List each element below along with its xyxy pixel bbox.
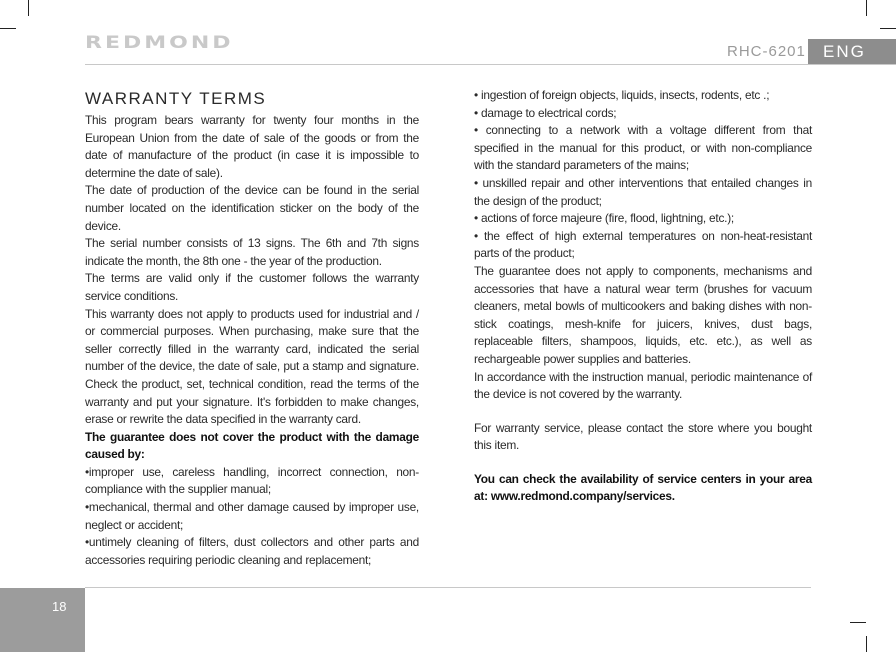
paragraph: This program bears warranty for twenty four months in the European Union from the date of sale of the goods or from the date of manufacture of the product (in case it is impossible to determine the date of sale).	[85, 113, 419, 180]
page-number-box	[0, 588, 85, 652]
model-number: RHC-6201	[727, 43, 806, 60]
crop-mark	[866, 0, 867, 16]
right-column	[474, 87, 812, 506]
paragraph: For warranty service, please contact the store where you bought this item.	[474, 420, 812, 453]
paragraph: In accordance with the instruction manual, periodic maintenance of the device is not covered by the warranty.	[474, 369, 812, 402]
list-item: • actions of force majeure (fire, flood, lightning, etc.);	[474, 211, 734, 226]
list-item: •untimely cleaning of filters, dust collectors and other parts and accessories requiring periodic cleaning and replacement;	[85, 535, 419, 567]
list-item: • ingestion of foreign objects, liquids, insects, rodents, etc .;	[474, 88, 770, 102]
paragraph: The date of production of the device can be found in the serial number located on the identification sticker on the body of the device.	[85, 183, 419, 233]
section-title: WARRANTY TERMS	[85, 89, 267, 108]
header-divider	[85, 64, 896, 65]
list-item: •improper use, careless handling, incorrect connection, non-compliance with the supplier manual;	[85, 464, 419, 497]
paragraph: The guarantee does not apply to components, mechanisms and accessories that have a natural wear term (brushes for vacuum cleaners, metal bowls of multicookers and baking dishes with non-stick coatings, mesh-knife for juicers, knives, dust bags, replaceable filters, shampoos, liquids, etc. etc.), as well as rechargeable power supplies and batteries.	[474, 263, 812, 366]
crop-mark	[0, 28, 16, 29]
left-column	[85, 112, 419, 569]
language-tab: ENG	[808, 39, 896, 64]
list-item: •mechanical, thermal and other damage caused by improper use, neglect or accident;	[85, 500, 419, 532]
paragraph-bold: The guarantee does not cover the product with the damage caused by:	[85, 429, 419, 462]
crop-mark	[28, 0, 29, 16]
page-number: 18	[52, 599, 67, 614]
service-link-text: You can check the availability of service centers in your area at: www.redmond.company/services.	[474, 471, 812, 504]
list-item: • connecting to a network with a voltage different from that specified in the manual for this product, or with non-compliance with the standard parameters of the mains;	[474, 123, 812, 173]
paragraph: The serial number consists of 13 signs. The 6th and 7th signs indicate the month, the 8th one - the year of the production.	[85, 236, 419, 268]
brand-logo: REDMOND	[85, 33, 234, 53]
crop-mark	[866, 636, 867, 652]
list-item: • damage to electrical cords;	[474, 105, 617, 120]
paragraph: This warranty does not apply to products used for industrial and / or commercial purposes. When purchasing, make sure that the seller correctly filled in the warranty card, indicated the serial number of the device, the date of sale, put a stamp and signature. Check the product, set, technical condition, read the terms of the warranty and put your signature. It's forbidden to make changes, erase or rewrite the data specified in the warranty card.	[85, 306, 419, 427]
paragraph: The terms are valid only if the customer follows the warranty service conditions.	[85, 271, 419, 303]
footer-divider	[85, 587, 811, 588]
crop-mark	[850, 622, 866, 623]
crop-mark	[880, 28, 896, 29]
list-item: • unskilled repair and other interventions that entailed changes in the design of the product;	[474, 175, 812, 208]
list-item: • the effect of high external temperatures on non-heat-resistant parts of the product;	[474, 228, 812, 261]
